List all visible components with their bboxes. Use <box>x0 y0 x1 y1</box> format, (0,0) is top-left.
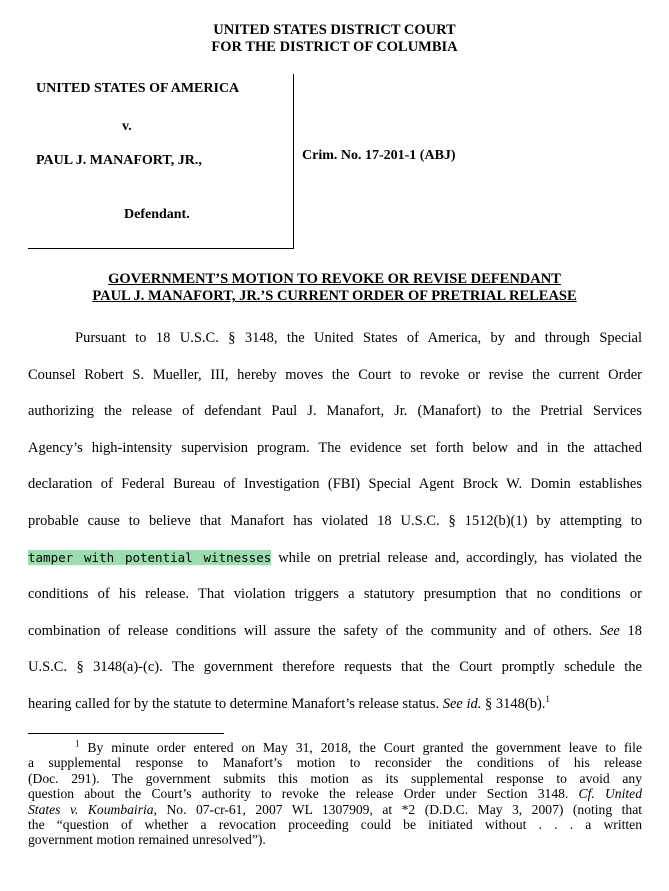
footnote-line: (Doc. 291). The government submits this motion as its supplemental response to avoid any <box>28 770 642 786</box>
motion-title-line-1: GOVERNMENT’S MOTION TO REVOKE OR REVISE DEFENDANT <box>108 271 561 287</box>
footnote-line <box>28 740 642 755</box>
body-text-segment: § 3148(b). <box>481 695 546 712</box>
defendant-label: Defendant. <box>124 207 190 222</box>
body-line <box>28 686 642 723</box>
court-district: FOR THE DISTRICT OF COLUMBIA <box>211 39 458 55</box>
court-name: UNITED STATES DISTRICT COURT <box>213 22 456 38</box>
body-line: authorizing the release of defendant Paul J. Manafort, Jr. (Manafort) to the Pretrial Services <box>28 403 642 420</box>
footnote-line: government motion remained unresolved”). <box>28 832 266 848</box>
footnote-text-segment: , No. 07-cr-61, 2007 WL 1307909, at *2 (D.D.C. May 3, 2007) (noting that <box>153 801 643 817</box>
body-text-segment: hearing called for by the statute to determine Manafort’s release status. <box>28 695 443 712</box>
footnote-text-segment: question about the Court’s authority to revoke the release Order under Section 3148. <box>28 786 579 802</box>
footnote-text-segment: By minute order entered on May 31, 2018, the Court granted the government leave to file <box>79 740 642 755</box>
footnote <box>28 740 642 848</box>
body-line: Pursuant to 18 U.S.C. § 3148, the United States of America, by and through Special <box>75 330 642 346</box>
footnote-line: a supplemental response to Manafort’s motion to reconsider the conditions of his release <box>28 755 642 771</box>
motion-body <box>28 320 642 723</box>
body-text-segment: 18 <box>619 622 643 639</box>
footnote-reference: 1 <box>545 694 550 705</box>
footnote-line: the “question of whether a revocation proceeding could be initiated without . . . a written <box>28 817 642 833</box>
footnote-marker: 1 <box>75 738 80 749</box>
body-line: conditions of his release. That violation triggers a statutory presumption that no conditions or <box>28 586 642 603</box>
case-caption-box <box>28 74 294 249</box>
body-text-segment: combination of release conditions will assure the safety of the community and of others. <box>28 622 600 639</box>
body-line: Agency’s high-intensity supervision program. The evidence set forth below and in the attached <box>28 439 642 456</box>
plaintiff-name: UNITED STATES OF AMERICA <box>36 81 240 96</box>
case-citation: States v. Koumbairia <box>28 801 154 817</box>
body-line: probable cause to believe that Manafort has violated 18 U.S.C. § 1512(b)(1) by attempting to <box>28 512 642 529</box>
court-heading <box>0 22 669 56</box>
footnote-line <box>28 802 642 817</box>
defendant-name: PAUL J. MANAFORT, JR., <box>36 153 202 168</box>
body-line-rest: while on pretrial release and, accordingly, has violated the <box>271 549 642 566</box>
footnote-divider <box>28 733 224 734</box>
body-line: U.S.C. § 3148(a)-(c). The government therefore requests that the Court promptly schedule the <box>28 659 642 676</box>
footnote-line <box>28 786 642 801</box>
body-line: declaration of Federal Bureau of Investigation (FBI) Special Agent Brock W. Domin establishes <box>28 476 642 493</box>
body-line <box>28 540 642 577</box>
see-id-citation-signal: See id. <box>442 695 482 712</box>
motion-title-line-2: PAUL J. MANAFORT, JR.’S CURRENT ORDER OF PRETRIAL RELEASE <box>92 288 577 304</box>
case-number: Crim. No. 17-201-1 (ABJ) <box>302 148 456 163</box>
body-line: Counsel Robert S. Mueller, III, hereby moves the Court to revoke or revise the current Order <box>28 366 642 383</box>
see-citation-signal: See <box>599 622 620 639</box>
cf-citation-signal: Cf. United <box>578 786 642 802</box>
highlighted-text: tamper with potential witnesses <box>28 549 272 565</box>
versus-label: v. <box>122 119 132 134</box>
body-line <box>28 613 642 650</box>
motion-title <box>0 271 669 305</box>
